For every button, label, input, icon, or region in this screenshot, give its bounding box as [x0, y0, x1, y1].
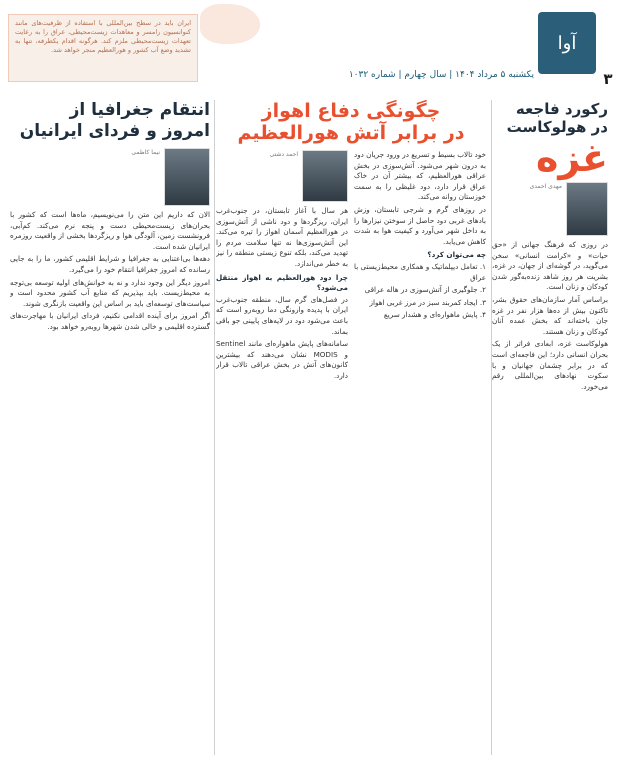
- paragraph: در فصل‌های گرم سال، منطقه جنوب‌غرب ایران با پدیده وارونگی دما روبه‌رو است که باعث می‌شود دود در لایه‌های پایینی جو باقی بماند.: [216, 294, 348, 336]
- promo-box: ایران باید در سطح بین‌المللی با استفاده از ظرفیت‌های مانند کنوانسیون رامسر و معاهدات زیست‌محیطی، عراق را به رعایت تعهدات زیست‌محیطی ملزم کند. هرگونه اقدام یکطرفه، تنها به تشدید وضع آب کشور و هورالعظیم منجر خواهد شد.: [8, 14, 198, 82]
- newspaper-logo: آوا: [538, 12, 596, 74]
- article-gaza: [492, 100, 608, 755]
- list-item: ۲. جلوگیری از آتش‌سوزی در هاله عراقی: [364, 285, 486, 295]
- author-name: مهدی احمدی: [529, 183, 562, 190]
- subheading: چه می‌توان کرد؟: [427, 250, 486, 260]
- paragraph: الان که داریم این متن را می‌نویسیم، ماه‌ها است که کشور با بحران‌های زیست‌محیطی دست و پنجه نرم می‌کند. کم‌آبی، فرونشست زمین، آلودگی هوا و ریزگردها بخشی از واقعیت روزمره ایرانیان شده است.: [10, 210, 210, 251]
- issue-date: یکشنبه ۵ مرداد ۱۴۰۴ | سال چهارم | شماره ۱۰۳۲: [348, 70, 534, 80]
- article-title: چگونگی دفاع اهواز: [261, 100, 441, 122]
- paragraph: براساس آمار سازمان‌های حقوق بشر، تاکنون بیش از ده‌ها هزار نفر در غزه جان باخته‌اند که بخش عمده آنان کودکان و زنان هستند.: [492, 294, 608, 336]
- column-divider: [214, 100, 215, 755]
- article-kicker: رکورد فاجعه: [515, 100, 608, 118]
- article-ahvaz: [216, 100, 486, 755]
- page-number: ۳: [603, 70, 613, 88]
- article-geography: [10, 100, 210, 755]
- decorative-blob: [200, 4, 260, 44]
- paragraph: امروز دیگر این وجود ندارد و نه به خوانش‌های اولیه توسعه بی‌توجه به محیط‌زیست. باید بپذیریم که منابع آب کشور محدود است و سیاست‌های توسعه‌ای باید بر اساس این واقعیت بازنگری شوند.: [10, 277, 210, 308]
- list-item: ۱. تعامل دیپلماتیک و همکاری محیط‌زیستی با عراق: [354, 261, 486, 282]
- paragraph: در روزی که فرهنگ جهانی از «حق حیات» و «کرامت انسانی» سخن می‌گوید، در گوشه‌ای از جهان، در غزه، بشریت هر روز شاهد زنده‌به‌گور شدن کودکان و زنان است.: [492, 240, 608, 292]
- paragraph: اگر امروز برای آینده اقدامی نکنیم، فردای ایرانیان با مهاجرت‌های گسترده اقلیمی و خالی شدن شهرها روبه‌رو خواهد بود.: [10, 311, 210, 331]
- paragraph: سامانه‌های پایش ماهواره‌ای مانند Sentinel و MODIS نشان می‌دهند که بیشترین کانون‌های آتش در بخش عراقی تالاب قرار دارد.: [216, 339, 348, 380]
- author-name: نیما کاظمی: [131, 149, 160, 156]
- article-title: غزه: [535, 136, 608, 180]
- page-header: [0, 0, 620, 90]
- subheading: چرا دود هورالعظیم به اهواز منتقل می‌شود؟: [216, 272, 348, 293]
- paragraph: خود تالاب بسیط و تسریع در ورود جریان دود به درون شهر می‌شود. آتش‌سوزی در بخش عراقی هورالعظیم، که بیشتر آن در خاک عراق قرار دارد، دود غلیظی را به سمت خوزستان روانه می‌کند.: [354, 150, 486, 202]
- article-title-2: امروز و فردای ایرانیان: [19, 121, 210, 141]
- author-name: احمد دشتی: [269, 151, 298, 158]
- list-item: ۳. ایجاد کمربند سبز در مرز غربی اهواز: [369, 297, 486, 307]
- paragraph: دهه‌ها بی‌اعتنایی به جغرافیا و شرایط اقلیمی کشور، ما را به جایی رسانده که امروز جغرافیا انتقام خود را می‌گیرد.: [10, 254, 210, 274]
- author-photo: [164, 148, 210, 206]
- author-photo: [566, 182, 608, 236]
- author-photo: [302, 150, 348, 202]
- paragraph: در روزهای گرم و شرجی تابستان، وزش بادهای غربی دود حاصل از سوختن نیزارها را به داخل شهر می‌آورد و کیفیت هوا به شدت کاهش می‌یابد.: [354, 204, 486, 246]
- article-title-2: در برابر آتش هورالعظیم: [237, 122, 465, 144]
- article-kicker-2: در هولوکاست: [506, 118, 608, 136]
- article-title: انتقام جغرافیا از: [69, 100, 210, 120]
- list-item: ۴. پایش ماهواره‌ای و هشدار سریع: [383, 310, 486, 320]
- paragraph: هر سال با آغاز تابستان، در جنوب‌غرب ایران، ریزگردها و دود ناشی از آتش‌سوزی در هورالعظیم آسمان اهواز را تیره می‌کند. این آتش‌سوزی‌ها نه تنها سلامت مردم را تهدید می‌کند، بلکه تنوع زیستی منطقه را نیز به خطر می‌اندازد.: [216, 206, 348, 268]
- paragraph: هولوکاست غزه، ابعادی فراتر از یک بحران انسانی دارد؛ این فاجعه‌ای است که در برابر چشمان جهانیان و با سکوت نهادهای بین‌المللی رقم می‌خورد.: [492, 339, 608, 391]
